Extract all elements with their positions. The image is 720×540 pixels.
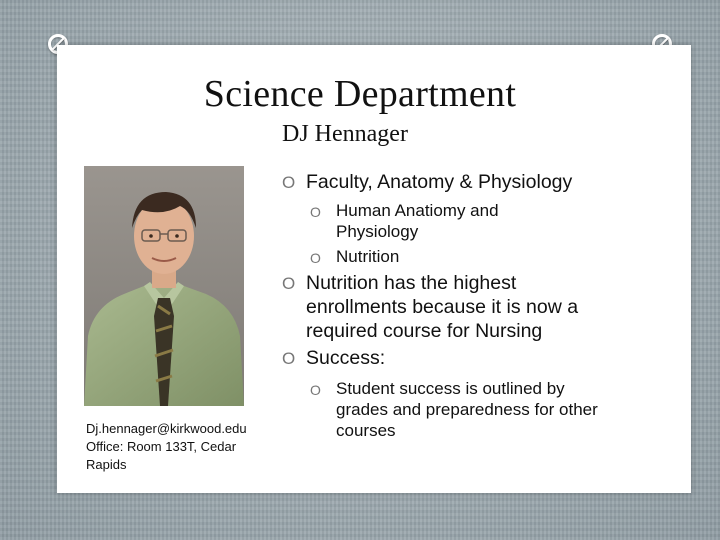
bullet-item bbox=[282, 170, 627, 194]
contact-info bbox=[86, 420, 286, 474]
bullet-item bbox=[282, 271, 616, 343]
bullet-item bbox=[282, 346, 627, 370]
sub-bullet-item bbox=[310, 200, 546, 242]
bullet-icon: O bbox=[282, 274, 296, 293]
portrait-illustration bbox=[84, 166, 244, 406]
bullet-text: Nutrition has the highest enrollments because it is now a required course for Nursing bbox=[306, 272, 579, 342]
contact-office-cont: Rapids bbox=[86, 457, 127, 472]
bullet-list bbox=[282, 170, 627, 441]
bullet-icon: O bbox=[310, 250, 321, 266]
bullet-icon: O bbox=[282, 349, 296, 368]
bullet-text: Nutrition bbox=[336, 247, 400, 266]
bullet-icon: O bbox=[310, 382, 321, 398]
sub-bullet-item bbox=[310, 378, 606, 441]
sub-bullet-item bbox=[310, 246, 627, 267]
contact-office: Office: Room 133T, Cedar bbox=[86, 439, 237, 454]
bullet-text: Human Anatiomy and Physiology bbox=[336, 201, 499, 241]
bullet-icon: O bbox=[282, 173, 296, 192]
slide-title: Science Department bbox=[203, 73, 517, 115]
portrait-photo bbox=[84, 166, 244, 406]
slide-subtitle: DJ Hennager bbox=[282, 121, 408, 147]
bullet-icon: O bbox=[310, 204, 321, 220]
bullet-text: Student success is outlined by grades and preparedness for other courses bbox=[336, 379, 598, 440]
bullet-text: Success: bbox=[306, 347, 386, 369]
bullet-text: Faculty, Anatomy & Physiology bbox=[306, 171, 573, 193]
contact-email: Dj.hennager@kirkwood.edu bbox=[86, 421, 247, 436]
